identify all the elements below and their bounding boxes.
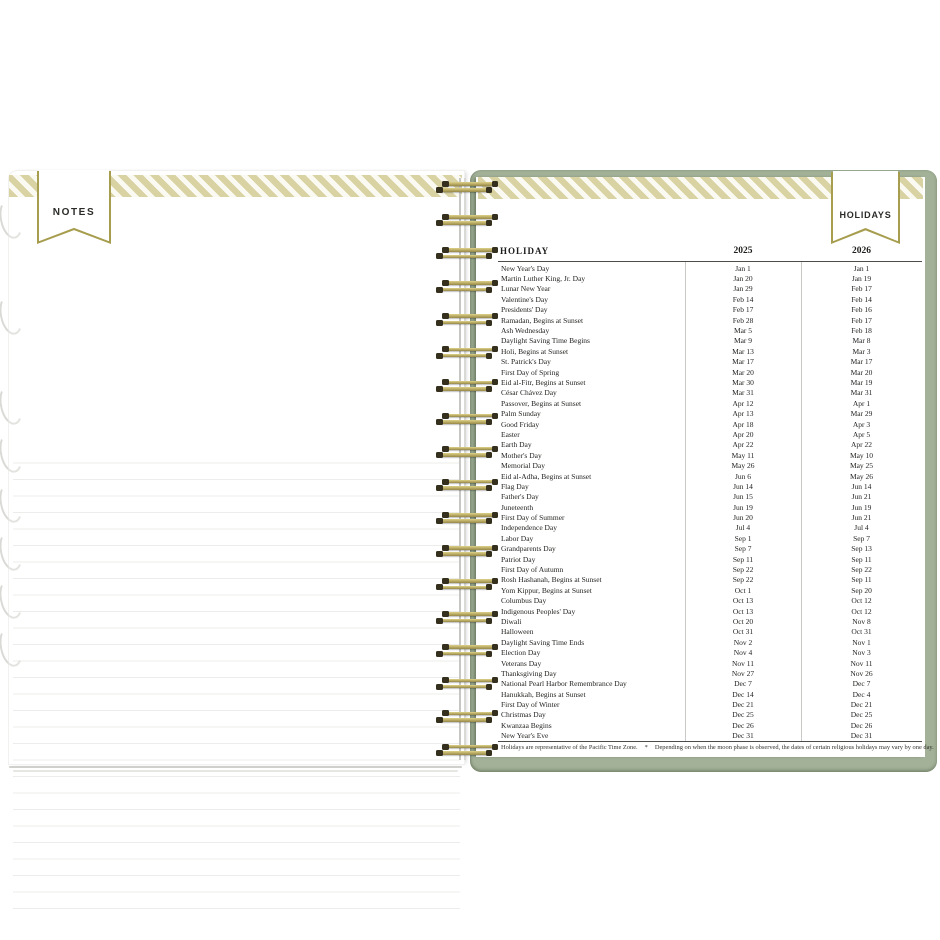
table-row (498, 585, 922, 595)
table-row (498, 606, 922, 616)
date-2025: Dec 25 (732, 710, 754, 720)
holiday-name: Columbus Day (501, 596, 547, 606)
binding-coil (439, 744, 495, 756)
table-row (498, 377, 922, 387)
page-curl-mark (0, 197, 26, 241)
date-2025: Oct 20 (732, 616, 754, 626)
table-row (498, 668, 922, 678)
table-row (498, 471, 922, 481)
date-2026: Apr 3 (852, 419, 871, 429)
coil-wire (446, 281, 494, 285)
binding-coil (439, 512, 495, 524)
holiday-name: Mother's Day (501, 450, 542, 460)
holiday-name: Rosh Hashanah, Begins at Sunset (501, 575, 602, 585)
date-2026: Mar 20 (850, 367, 873, 377)
date-2025: Jun 19 (733, 502, 753, 512)
coil-wire (446, 612, 494, 616)
table-row (498, 336, 922, 346)
date-2026: Jun 21 (851, 492, 872, 502)
coil-wire (440, 321, 488, 325)
date-2026: Oct 12 (851, 606, 872, 616)
table-row (498, 554, 922, 564)
date-2026: Sep 11 (851, 575, 872, 585)
holiday-name: Indigenous Peoples' Day (501, 606, 576, 616)
table-footnote (501, 744, 934, 751)
date-2026: Nov 8 (852, 616, 871, 626)
holidays-tab-label: HOLIDAYS (839, 210, 892, 220)
holiday-name: New Year's Eve (501, 731, 549, 741)
table-row (498, 284, 922, 294)
table-row (498, 616, 922, 626)
coil-wire (440, 486, 488, 490)
holiday-name: Daylight Saving Time Begins (501, 336, 590, 346)
table-row (498, 699, 922, 709)
date-2026: Jan 19 (851, 274, 872, 284)
date-2026: Dec 25 (850, 710, 873, 720)
date-2026: Feb 18 (851, 326, 872, 336)
binding-coil (439, 446, 495, 458)
table-header-rule (498, 261, 922, 262)
table-row (498, 492, 922, 502)
date-2026: Sep 20 (851, 585, 872, 595)
date-2026: Jan 1 (853, 263, 870, 273)
holiday-name: Thanksgiving Day (501, 668, 557, 678)
date-2025: Jan 1 (735, 263, 751, 273)
table-row (498, 720, 922, 730)
holiday-name: Halloween (501, 627, 534, 637)
date-2025: Sep 22 (732, 575, 754, 585)
table-title: HOLIDAY (500, 246, 550, 256)
date-2025: Nov 27 (731, 668, 755, 678)
holidays-tab-face (833, 171, 899, 241)
date-2025: Apr 20 (732, 429, 754, 439)
binding-coil (439, 578, 495, 590)
date-2026: Mar 3 (852, 346, 871, 356)
coil-wire (440, 619, 488, 623)
date-2026: May 10 (849, 450, 874, 460)
coil-wire (446, 348, 494, 352)
date-2026: Nov 11 (850, 658, 873, 668)
binding-coil (439, 313, 495, 325)
date-2025: Sep 7 (734, 544, 752, 554)
holiday-name: Veterans Day (501, 658, 542, 668)
date-2026: Dec 21 (850, 700, 873, 710)
holiday-name: Flag Day (501, 481, 529, 491)
date-2025: Oct 13 (732, 606, 754, 616)
coil-wire (446, 414, 494, 418)
holiday-name: National Pearl Harbor Remembrance Day (501, 679, 627, 689)
coil-wire (446, 546, 494, 550)
coil-wire (446, 314, 494, 318)
date-2026: Mar 17 (850, 357, 873, 367)
table-row (498, 460, 922, 470)
date-2026: Dec 4 (852, 689, 871, 699)
table-row (498, 346, 922, 356)
binding-coil (439, 280, 495, 292)
date-2025: Mar 30 (732, 377, 754, 387)
holiday-name: Lunar New Year (501, 284, 551, 294)
holiday-name: Kwanzaa Begins (501, 720, 552, 730)
date-2025: Apr 13 (732, 409, 754, 419)
holiday-name: Palm Sunday (501, 409, 541, 419)
holiday-name: Juneteenth (501, 502, 534, 512)
holiday-rows (498, 263, 922, 741)
footnote-text: Depending on when the moon phase is observed, the dates of certain religious holidays may vary by one day. (654, 744, 934, 751)
date-2025: Apr 12 (732, 398, 754, 408)
date-2026: Feb 17 (851, 284, 872, 294)
holiday-name: César Chávez Day (501, 388, 557, 398)
coil-wire (440, 188, 488, 192)
holiday-name: First Day of Autumn (501, 565, 564, 575)
date-2026: Feb 14 (851, 294, 872, 304)
page-stack-edge (13, 770, 458, 772)
table-row (498, 367, 922, 377)
binding-coil (439, 479, 495, 491)
table-row (498, 357, 922, 367)
footnote-separator: * (644, 744, 648, 751)
date-2025: Feb 14 (732, 294, 754, 304)
table-row (498, 679, 922, 689)
coil-wire (440, 255, 488, 259)
holiday-name: First Day of Summer (501, 513, 565, 523)
date-2025: May 26 (731, 461, 755, 471)
date-2025: Dec 31 (732, 731, 754, 741)
coil-wire (440, 652, 488, 656)
coil-wire (446, 182, 494, 186)
date-2025: Dec 21 (732, 700, 754, 710)
table-row (498, 408, 922, 418)
date-2026: Jun 14 (851, 481, 872, 491)
date-2025: Mar 31 (732, 388, 754, 398)
coil-wire (440, 718, 488, 722)
binding-coil (439, 711, 495, 723)
date-2026: Nov 26 (850, 668, 873, 678)
notes-tab[interactable] (37, 171, 111, 244)
date-2025: Nov 4 (733, 648, 753, 658)
date-2026: Nov 3 (852, 648, 871, 658)
date-2025: Sep 11 (732, 554, 754, 564)
date-2025: Mar 5 (733, 326, 753, 336)
holiday-name: Valentine's Day (501, 294, 548, 304)
date-2025: Nov 2 (733, 637, 753, 647)
coil-wire (440, 354, 488, 358)
date-2026: Sep 13 (851, 544, 872, 554)
date-2025: Dec 14 (732, 689, 754, 699)
holidays-page (476, 177, 934, 757)
table-row (498, 512, 922, 522)
date-2025: Nov 11 (731, 658, 754, 668)
coil-wire (440, 453, 488, 457)
binding-coil (439, 181, 495, 193)
holiday-name: Memorial Day (501, 461, 545, 471)
date-2025: Oct 31 (732, 627, 754, 637)
date-2025: Oct 1 (734, 585, 752, 595)
coil-wire (446, 679, 494, 683)
holiday-name: New Year's Day (501, 263, 550, 273)
table-row (498, 637, 922, 647)
date-2025: Jun 20 (733, 513, 753, 523)
holiday-name: Election Day (501, 648, 541, 658)
table-row (498, 544, 922, 554)
date-2025: Mar 17 (732, 357, 754, 367)
table-row (498, 710, 922, 720)
holiday-name: Labor Day (501, 533, 534, 543)
date-2025: Jun 6 (734, 471, 752, 481)
binding-coil (439, 380, 495, 392)
holiday-name: Eid al-Fitr, Begins at Sunset (501, 377, 586, 387)
table-row (498, 294, 922, 304)
holiday-name: Ramadan, Begins at Sunset (501, 315, 584, 325)
coil-wire (440, 586, 488, 590)
coil-wire (440, 552, 488, 556)
spiral-binding (439, 181, 495, 761)
table-row (498, 315, 922, 325)
table-row (498, 398, 922, 408)
table-row (498, 689, 922, 699)
holiday-name: Presidents' Day (501, 305, 548, 315)
coil-wire (446, 215, 494, 219)
date-2026: Mar 29 (850, 409, 873, 419)
page-curl-mark (0, 293, 26, 337)
date-2025: Dec 26 (732, 720, 754, 730)
date-2026: Jun 19 (851, 502, 872, 512)
page-curl-mark (0, 383, 26, 427)
holiday-name: Father's Day (501, 492, 539, 502)
date-2026: Jun 21 (851, 513, 872, 523)
coil-wire (446, 745, 494, 749)
table-row (498, 305, 922, 315)
date-2025: Mar 13 (732, 346, 754, 356)
date-2026: Oct 12 (851, 596, 872, 606)
binding-coil (439, 347, 495, 359)
date-2026: May 25 (849, 461, 874, 471)
holiday-name: St. Patrick's Day (501, 357, 551, 367)
table-row (498, 658, 922, 668)
date-2025: Feb 17 (732, 305, 754, 315)
date-2026: Feb 17 (851, 315, 872, 325)
table-row (498, 523, 922, 533)
table-row (498, 273, 922, 283)
holiday-name: Holi, Begins at Sunset (501, 346, 569, 356)
notes-tab-face (39, 170, 110, 241)
coil-wire (446, 645, 494, 649)
date-2025: May 11 (731, 450, 755, 460)
binding-coil (439, 545, 495, 557)
date-2026: Apr 22 (850, 440, 873, 450)
date-2026: Feb 16 (851, 305, 872, 315)
table-row (498, 481, 922, 491)
holidays-tab[interactable] (831, 172, 900, 244)
coil-wire (440, 420, 488, 424)
coil-wire (446, 712, 494, 716)
holiday-name: Ash Wednesday (501, 326, 550, 336)
holiday-name: Grandparents Day (501, 544, 556, 554)
date-2025: Sep 22 (732, 565, 754, 575)
coil-wire (440, 751, 488, 755)
date-2025: Jan 29 (733, 284, 753, 294)
notes-tab-label: NOTES (52, 207, 96, 218)
date-2026: Dec 31 (850, 731, 873, 741)
table-row (498, 502, 922, 512)
footnote-text: Holidays are representative of the Pacific Time Zone. (501, 744, 638, 751)
table-row (498, 564, 922, 574)
table-row (498, 731, 922, 741)
date-2026: Dec 26 (850, 720, 873, 730)
date-2026: May 26 (849, 471, 874, 481)
holiday-name: First Day of Winter (501, 700, 560, 710)
date-2025: Dec 7 (734, 679, 752, 689)
coil-wire (446, 248, 494, 252)
holiday-name: Passover, Begins at Sunset (501, 398, 582, 408)
coil-wire (446, 480, 494, 484)
holiday-name: Patriot Day (501, 554, 536, 564)
table-row (498, 596, 922, 606)
holiday-name: First Day of Spring (501, 367, 560, 377)
year-column-header-2025: 2025 (733, 246, 753, 256)
date-2025: Sep 1 (734, 533, 752, 543)
date-2026: Nov 1 (852, 637, 871, 647)
holiday-name: Martin Luther King, Jr. Day (501, 274, 586, 284)
table-row (498, 263, 922, 273)
date-2026: Apr 1 (852, 398, 871, 408)
page-stack-edge (9, 766, 462, 768)
date-2025: Apr 22 (732, 440, 754, 450)
binding-coil (439, 678, 495, 690)
holiday-name: Daylight Saving Time Ends (501, 637, 585, 647)
table-bottom-rule (498, 741, 922, 742)
date-2025: Feb 28 (732, 315, 754, 325)
date-2026: Oct 31 (851, 627, 872, 637)
date-2026: Sep 7 (853, 533, 870, 543)
date-2025: Jul 4 (735, 523, 751, 533)
date-2026: Mar 19 (850, 377, 873, 387)
holiday-name: Hanukkah, Begins at Sunset (501, 689, 586, 699)
binding-coil (439, 644, 495, 656)
coil-wire (446, 381, 494, 385)
coil-wire (440, 519, 488, 523)
holiday-name: Independence Day (501, 523, 558, 533)
holiday-name: Yom Kippur, Begins at Sunset (501, 585, 592, 595)
coil-wire (440, 387, 488, 391)
table-row (498, 647, 922, 657)
date-2026: Jul 4 (854, 523, 869, 533)
table-row (498, 429, 922, 439)
binding-coil (439, 247, 495, 259)
table-row (498, 325, 922, 335)
table-row (498, 533, 922, 543)
date-2026: Dec 7 (852, 679, 871, 689)
coil-wire (446, 513, 494, 517)
coil-wire (446, 447, 494, 451)
date-2026: Mar 8 (852, 336, 871, 346)
coil-wire (440, 685, 488, 689)
table-row (498, 627, 922, 637)
holiday-name: Easter (501, 429, 520, 439)
date-2025: Jan 20 (733, 274, 753, 284)
holiday-name: Eid al-Adha, Begins at Sunset (501, 471, 592, 481)
holiday-name: Earth Day (501, 440, 532, 450)
holiday-name: Christmas Day (501, 710, 546, 720)
date-2026: Sep 22 (851, 565, 872, 575)
notes-page (8, 170, 465, 765)
binding-coil (439, 214, 495, 226)
date-2025: Mar 20 (732, 367, 754, 377)
date-2025: Jun 15 (733, 492, 753, 502)
date-2025: Jun 14 (733, 481, 753, 491)
date-2026: Mar 31 (850, 388, 873, 398)
table-row (498, 419, 922, 429)
date-2026: Sep 11 (851, 554, 872, 564)
date-2025: Mar 9 (733, 336, 753, 346)
table-row (498, 575, 922, 585)
table-row (498, 388, 922, 398)
table-row (498, 450, 922, 460)
binding-coil (439, 413, 495, 425)
table-row (498, 440, 922, 450)
date-2026: Apr 5 (852, 429, 871, 439)
holiday-name: Good Friday (501, 419, 540, 429)
coil-wire (440, 288, 488, 292)
date-2025: Apr 18 (732, 419, 754, 429)
ruled-lines (13, 447, 460, 921)
holiday-name: Diwali (501, 616, 522, 626)
date-2025: Oct 13 (732, 596, 754, 606)
year-column-header-2026: 2026 (852, 246, 871, 256)
coil-wire (440, 221, 488, 225)
coil-wire (446, 579, 494, 583)
binding-coil (439, 611, 495, 623)
